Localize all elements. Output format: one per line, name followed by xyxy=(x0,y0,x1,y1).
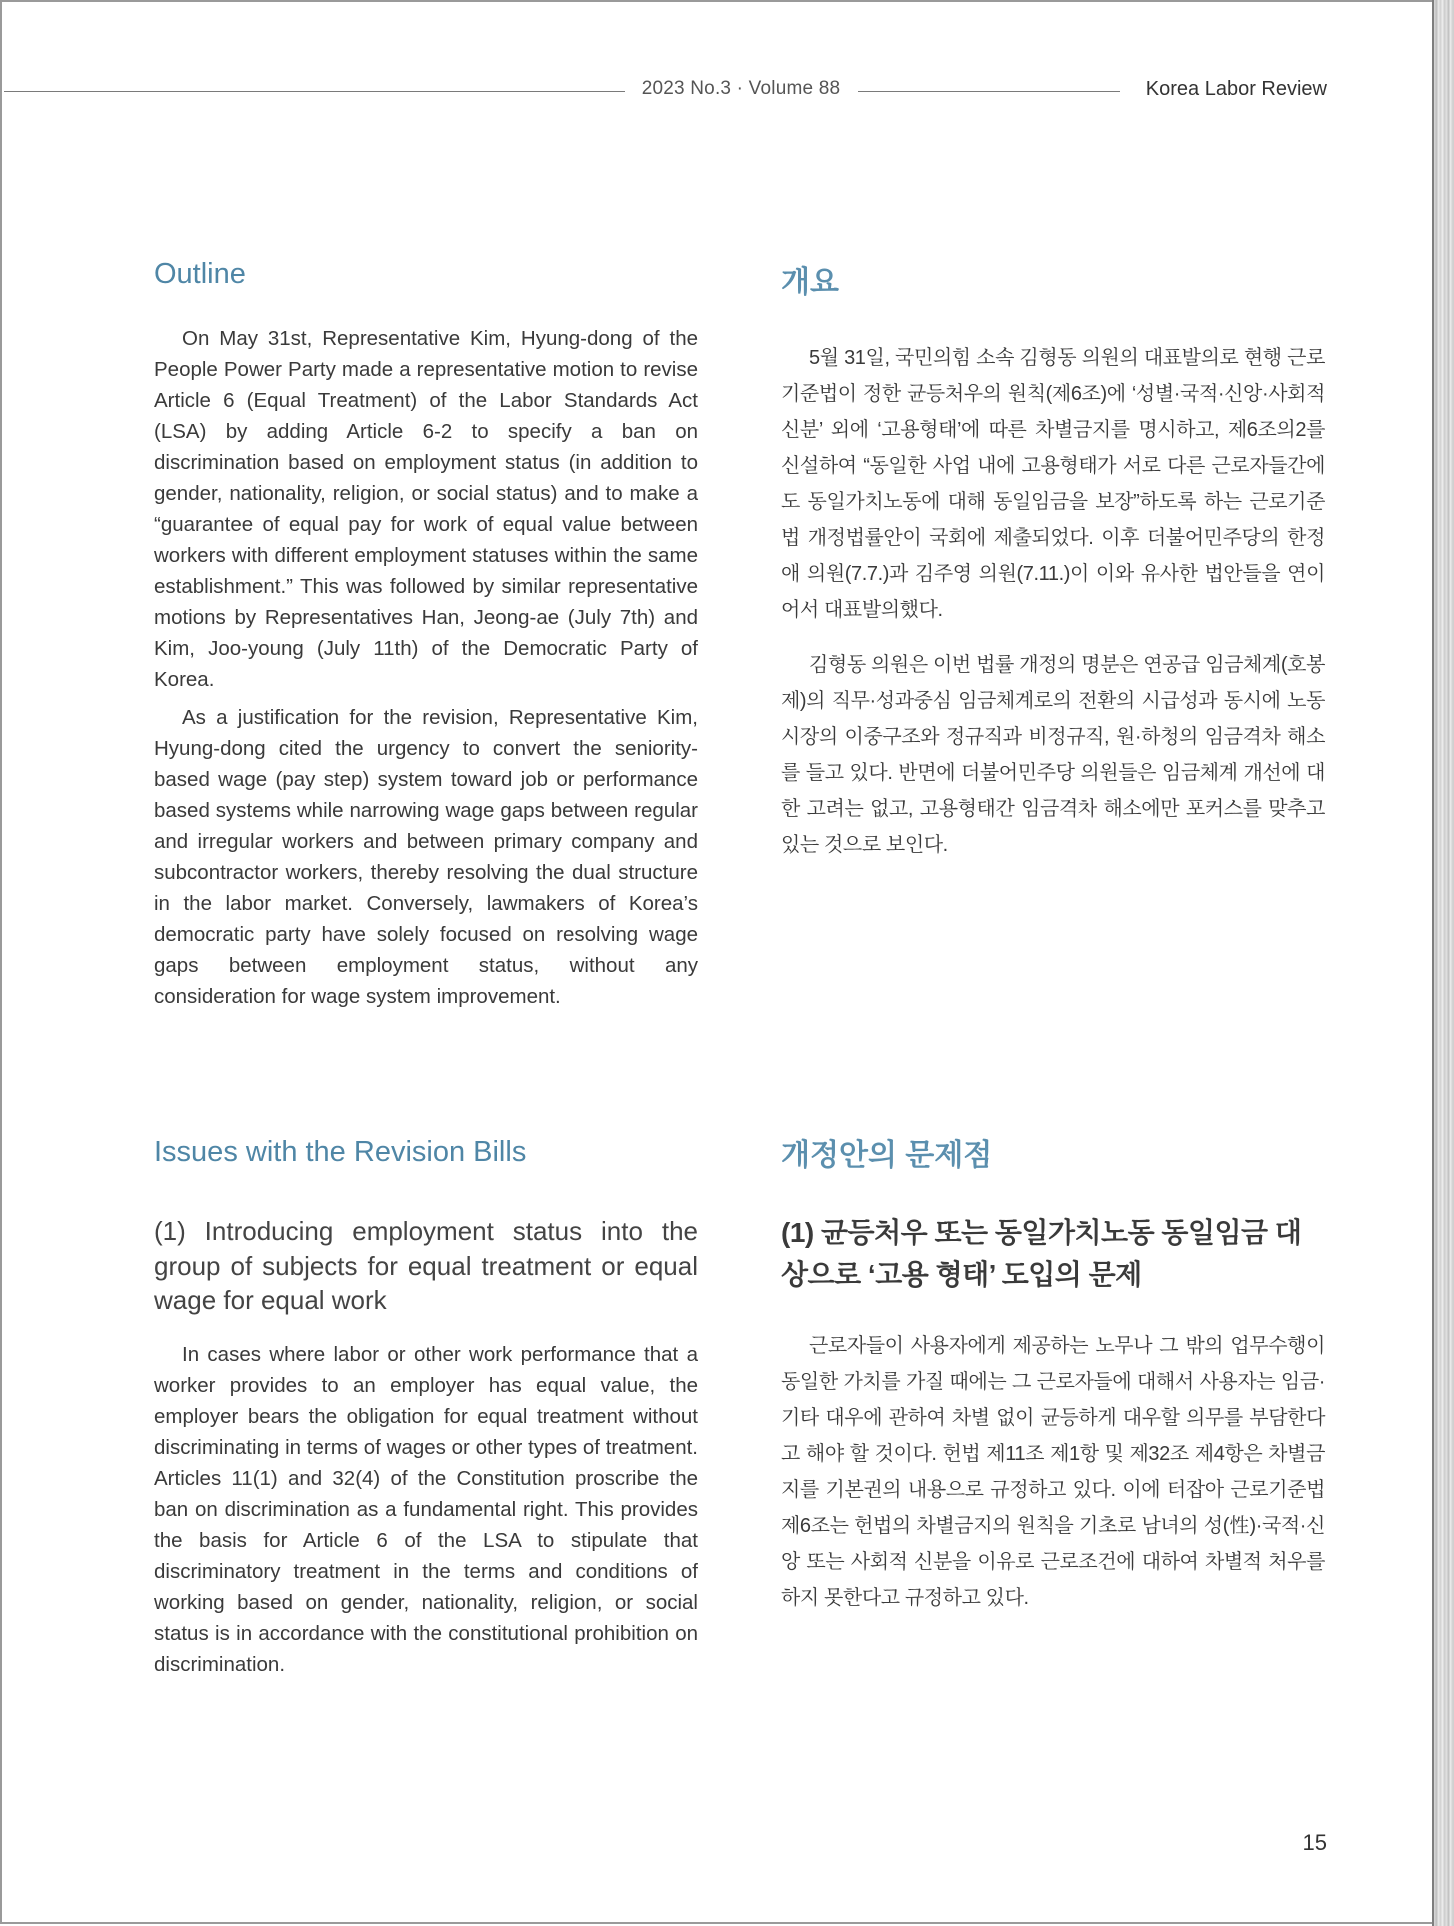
issues-heading-ko: 개정안의 문제점 xyxy=(781,1139,993,1172)
header-issue-label: 2023 No.3 · Volume 88 xyxy=(641,78,841,99)
page-stack-edge xyxy=(1432,0,1454,1926)
issue1-paragraph-en: In cases where labor or other work performance that a worker provides to an employer has equal value, the employer bears the obligation for equal treatment without discriminating in terms of wages or other types of treatment. Articles 11(1) and 32(4) of the Constitution proscribe the ban on discrimination as a fundamental right. This provides the basis for Article 6 of the LSA to stipulate that discriminatory treatment in the terms and conditions of working based on gender, nationality, religion, or social status is in accordance with the constitutional prohibition on discrimination. xyxy=(154,1343,698,1676)
header-rule-left xyxy=(4,91,625,92)
outline-paragraph-ko-1: 5월 31일, 국민의힘 소속 김형동 의원의 대표발의로 현행 근로기준법이 정한 균등처우의 원칙(제6조)에 ‘성별·국적·신앙·사회적 신분’ 외에 ‘고용형태’에 따른 차별금지를 명시하고, 제6조의2를 신설하여 “동일한 사업 내에 고용형태가 서로 다른 근로자들간에도 동일가치노동에 대해 동일임금을 보장”하도록 하는 근로기준법 개정법률안이 국회에 제출되었다. 이후 더불어민주당의 한정애 의원(7.7.)과 김주영 의원(7.11.)이 이와 유사한 법안들을 연이어서 대표발의했다. xyxy=(781,347,1325,621)
outline-paragraph-en-2: As a justification for the revision, Representative Kim, Hyung-dong cited the urgency to convert the seniority-based wage (pay step) system toward job or performance based systems while narrowing wage gaps between regular and irregular workers and between primary company and subcontractor workers, thereby resolving the dual structure in the labor market. Conversely, lawmakers of Korea’s democratic party have solely focused on resolving wage gaps between employment status, without any consideration for wage system improvement. xyxy=(154,706,698,1008)
outline-paragraph-en-1: On May 31st, Representative Kim, Hyung-dong of the People Power Party made a representative motion to revise Article 6 (Equal Treatment) of the Labor Standards Act (LSA) by adding Article 6-2 to specify a ban on discrimination based on employment status (in addition to gender, nationality, religion, or social status) and to make a “guarantee of equal pay for work of equal value between workers with different employment statuses within the same establishment.” This was followed by similar representative motions by Representatives Han, Jeong-ae (July 7th) and Kim, Joo-young (July 11th) of the Democratic Party of Korea. xyxy=(154,327,698,691)
outline-heading-ko: 개요 xyxy=(781,266,839,299)
issue1-heading-ko: (1) 균등처우 또는 동일가치노동 동일임금 대상으로 ‘고용 형태’ 도입의 문제 xyxy=(781,1217,1302,1290)
issue1-paragraph-ko: 근로자들이 사용자에게 제공하는 노무나 그 밖의 업무수행이 동일한 가치를 가질 때에는 그 근로자들에 대해서 사용자는 임금·기타 대우에 관하여 차별 없이 균등하게 대우할 의무를 부담한다고 해야 할 것이다. 헌법 제11조 제1항 및 제32조 제4항은 차별금지를 기본권의 내용으로 규정하고 있다. 이에 터잡아 근로기준법 제6조는 헌법의 차별금지의 원칙을 기초로 남녀의 성(性)·국적·신앙 또는 사회적 신분을 이유로 근로조건에 대하여 차별적 처우를 하지 못한다고 규정하고 있다. xyxy=(781,1335,1325,1609)
page-number: 15 xyxy=(1302,1830,1327,1855)
outline-paragraph-ko-2: 김형동 의원은 이번 법률 개정의 명분은 연공급 임금체계(호봉제)의 직무·성과중심 임금체계로의 전환의 시급성과 동시에 노동시장의 이중구조와 정규직과 비정규직, 원·하청의 임금격차 해소를 들고 있다. 반면에 더불어민주당 의원들은 임금체계 개선에 대한 고려는 없고, 고용형태간 임금격차 해소에만 포커스를 맞추고 있는 것으로 보인다. xyxy=(781,654,1325,856)
header-rule-middle xyxy=(858,91,1120,92)
issue1-heading-en: (1) Introducing employment status into the group of subjects for equal treatment or equal wage for equal work xyxy=(154,1216,698,1315)
outline-heading-en: Outline xyxy=(154,258,246,290)
header-journal-title: Korea Labor Review xyxy=(1145,78,1327,100)
issues-heading-en: Issues with the Revision Bills xyxy=(154,1136,527,1168)
